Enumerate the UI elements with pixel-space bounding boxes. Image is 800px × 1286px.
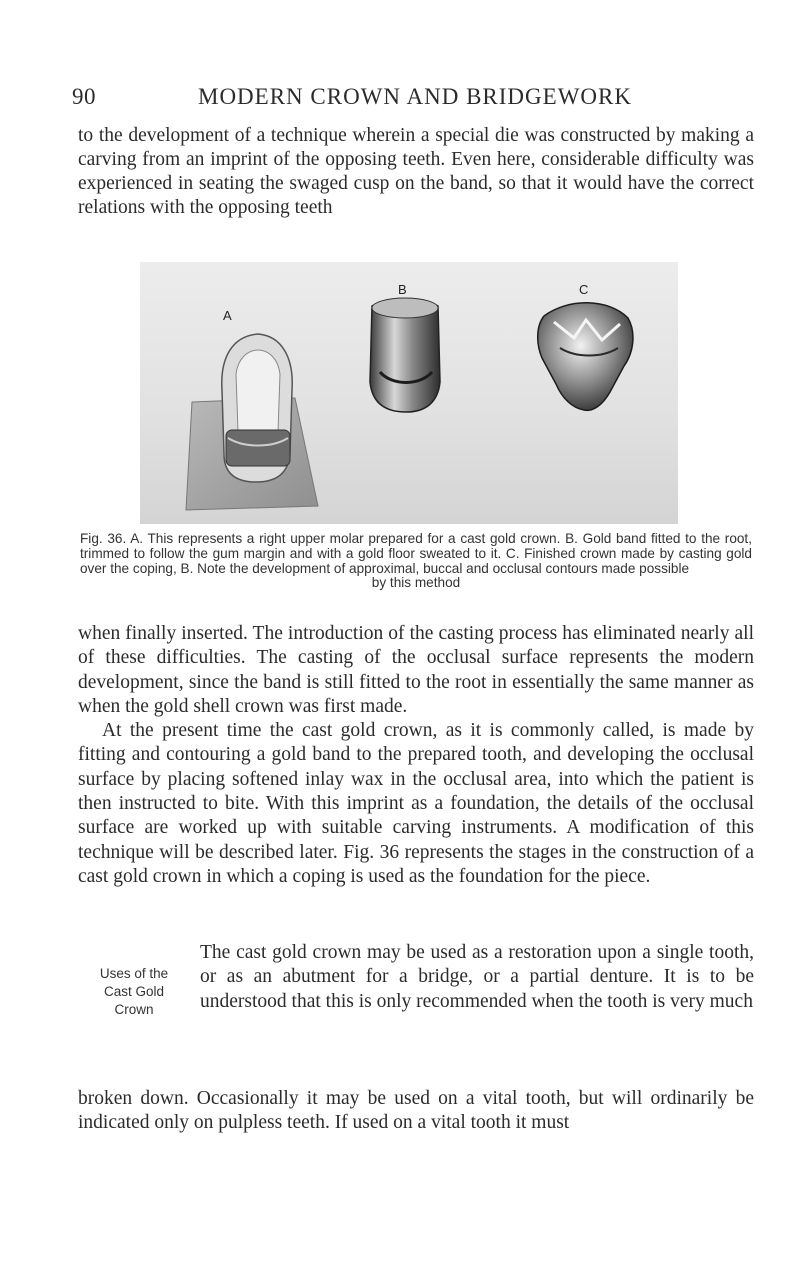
figure-36 [140, 262, 678, 524]
paragraph-top: to the development of a technique wherein a special die was constructed by making a carving from an imprint of the opposing teeth. Even here, considerable difficulty was experienced in seating the swaged cusp on the band, so that it would have the correct relations with the opposing teeth [78, 125, 754, 218]
sidenote-line-3: Crown [114, 1002, 154, 1017]
figure-label-b: B [398, 282, 407, 297]
paragraph-1: when finally inserted. The introduction of the casting process has eliminated nearly all of these difficulties. The casting of the occlusal surface represents the modern development, since the band is still fitted to the root in essentially the same manner as when the gold shell crown was first made. [78, 623, 754, 717]
figure-photograph [140, 262, 678, 524]
sidenote-line-1: Uses of the [99, 966, 169, 981]
paragraph-2: At the present time the cast gold crown, as it is commonly called, is made by fitting and contouring a gold band to the prepared tooth, and developing the occlusal surface by placing softened inlay wax in the occlusal area, into which the patient is then instructed to bite. With this imprint as a foundation, the details of the occlusal surface are worked up with suitable carving instruments. A modification of this technique will be described later. Fig. 36 represents the stages in the construction of a cast gold crown in which a coping is used as the foundation for the piece. [78, 720, 754, 887]
caption-text: Fig. 36. A. This represents a right upper molar prepared for a cast gold crown. B. Gold band fitted to the root, trimmed to follow the gum margin and with a gold floor sweated to it. C. Finished crown made by casting gold over the coping, B. Note the development of approximal, buccal and occlusal contours made possible [80, 531, 752, 576]
figure-label-c: C [579, 282, 589, 297]
paragraph-3-tail: broken down. Occasionally it may be used on a vital tooth, but will ordinarily be indicated only on pulpless teeth. If used on a vital tooth it must [78, 1088, 754, 1134]
page-number: 90 [72, 84, 96, 109]
figure-caption [80, 532, 752, 591]
marginal-sidenote [78, 965, 190, 1019]
running-head: MODERN CROWN AND BRIDGEWORK [198, 84, 632, 109]
paragraph-3-wrapped: The cast gold crown may be used as a restoration upon a single tooth, or as an abutment for a bridge, or a partial denture. It is to be understood that this is only recommended when the tooth is very much [200, 942, 754, 1012]
figure-label-a: A [223, 308, 232, 323]
body-text [78, 622, 754, 889]
sidenote-line-2: Cast Gold [103, 984, 165, 999]
caption-last-line: by this method [371, 575, 461, 591]
page-header [72, 80, 752, 114]
band-b [370, 298, 440, 412]
